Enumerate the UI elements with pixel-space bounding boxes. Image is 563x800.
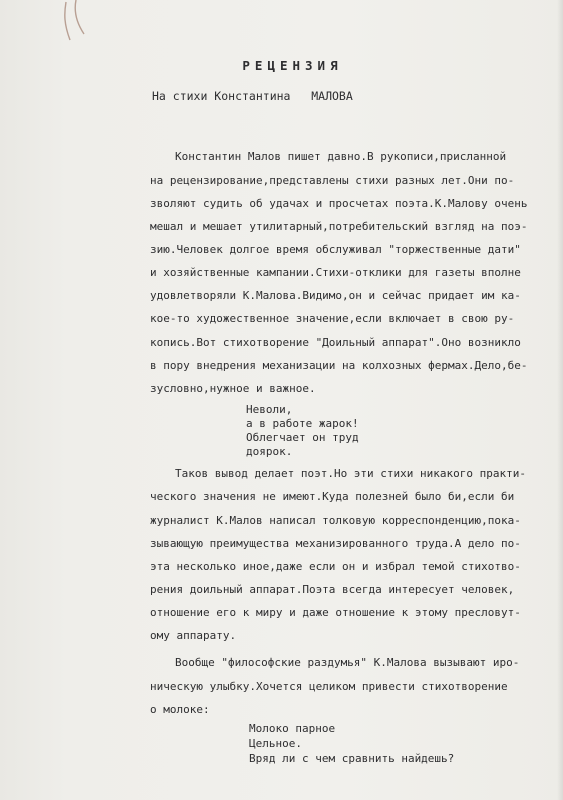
paragraph-1-line: мешал и мешает утилитарный,потребительский взгляд на поэ- xyxy=(150,220,528,233)
paragraph-3-line: ническую улыбку.Хочется целиком привести стихотворение xyxy=(150,680,508,693)
paragraph-1-line: кое-то художественное значение,если включает в свою ру- xyxy=(150,312,515,325)
paragraph-2-line: ческого значения не имеют.Куда полезней было би,если би xyxy=(150,490,515,503)
poem-2-line: Вряд ли с чем сравнить найдешь? xyxy=(249,752,455,765)
paragraph-1-line: удовлетворяли К.Малова.Видимо,он и сейчас придает им ка- xyxy=(150,289,521,302)
paragraph-3-line: Вообще "философские раздумья" К.Малова вызывают иро- xyxy=(175,656,520,669)
page-edge xyxy=(557,0,563,800)
paragraph-2-line: эта несколько иное,даже если он и избрал темой стихотво- xyxy=(150,560,521,573)
paragraph-1-line: зусловно,нужное и важное. xyxy=(150,382,316,395)
paragraph-2-line: отношение его к миру и даже отношение к этому пресловут- xyxy=(150,606,521,619)
document-title: РЕЦЕНЗИЯ xyxy=(242,58,343,73)
poem-1-line: Облегчает он труд xyxy=(246,431,359,444)
paragraph-1-line: Константин Малов пишет давно.В рукописи,присланной xyxy=(175,150,507,163)
paragraph-2-line: Таков вывод делает поэт.Но эти стихи никакого практи- xyxy=(175,467,526,480)
paragraph-2-line: ому аппарату. xyxy=(150,629,237,642)
poem-1-line: Неволи, xyxy=(246,403,293,416)
paragraph-2-line: рения доильный аппарат.Поэта всегда интересует человек, xyxy=(150,583,515,596)
paragraph-1-line: и хозяйственные кампании.Стихи-отклики для газеты вполне xyxy=(150,266,521,279)
poem-2-line: Цельное. xyxy=(249,737,302,750)
paragraph-1-line: зию.Человек долгое время обслуживал "торжественные дати" xyxy=(150,243,521,256)
paragraph-1-line: на рецензирование,представлены стихи разных лет.Они по- xyxy=(150,174,515,187)
paragraph-2-line: зывающую преимущества механизированного труда.А дело по- xyxy=(150,537,521,550)
paragraph-1-line: копись.Вот стихотворение "Доильный аппарат".Оно возникло xyxy=(150,336,521,349)
poem-1-line: а в работе жарок! xyxy=(246,417,359,430)
paragraph-2-line: журналист К.Малов написал толковую корреспонденцию,пока- xyxy=(150,514,521,527)
poem-2-line: Молоко парное xyxy=(249,722,336,735)
paragraph-3-line: о молоке: xyxy=(150,703,210,716)
paragraph-1-line: зволяют судить об удачах и просчетах поэта.К.Малову очень xyxy=(150,197,528,210)
paragraph-1-line: в пору внедрения механизации на колхозных фермах.Дело,бе- xyxy=(150,359,528,372)
pen-mark xyxy=(58,0,88,48)
poem-1-line: доярок. xyxy=(246,445,293,458)
document-subtitle: На стихи Константина МАЛОВА xyxy=(152,89,353,103)
